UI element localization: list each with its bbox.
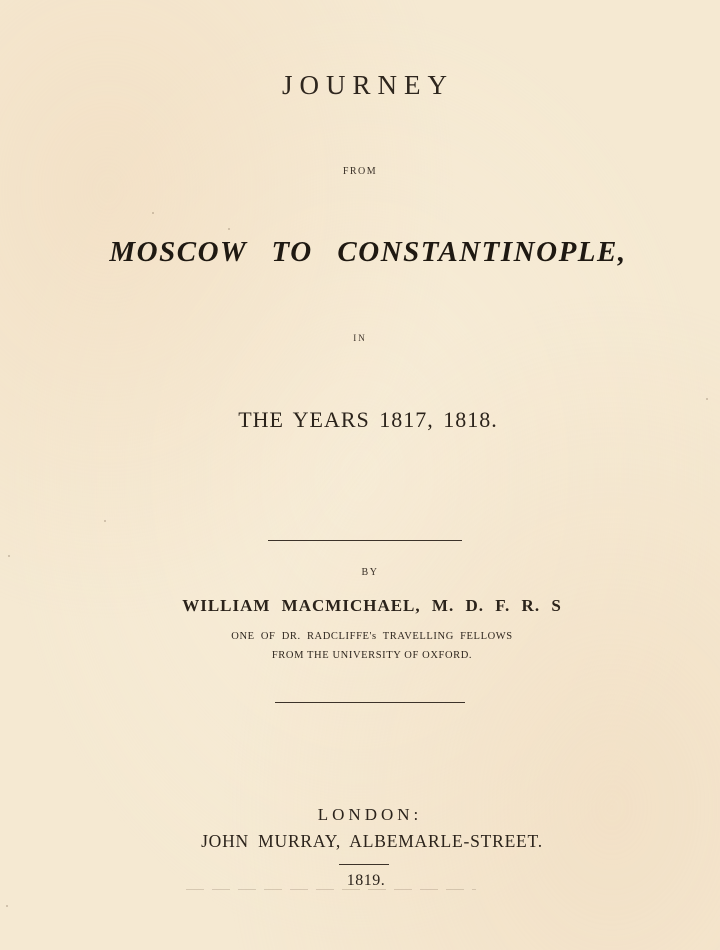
divider-rule-year <box>339 864 389 865</box>
title-journey: JOURNEY <box>281 70 454 100</box>
paper-speck <box>706 398 708 400</box>
paper-speck <box>6 905 8 907</box>
paper-speck <box>104 520 106 522</box>
paper-speck <box>228 228 230 230</box>
title-route: MOSCOW TO CONSTANTINOPLE, <box>109 236 627 268</box>
paper-showthrough-line <box>186 889 476 890</box>
byline-by: BY <box>361 567 379 578</box>
author-description-line2: FROM THE UNIVERSITY OF OXFORD. <box>271 650 473 661</box>
imprint-city: LONDON: <box>317 805 423 824</box>
paper-speck <box>152 212 154 214</box>
title-in: IN <box>353 333 367 343</box>
imprint-publisher: JOHN MURRAY, ALBEMARLE-STREET. <box>201 831 543 851</box>
author-name: WILLIAM MACMICHAEL, M. D. F. R. S <box>182 596 562 615</box>
divider-rule-bottom <box>275 702 465 703</box>
title-years: THE YEARS 1817, 1818. <box>238 407 498 432</box>
paper-speck <box>8 555 10 557</box>
divider-rule-top <box>268 540 462 541</box>
author-description-line1: ONE OF DR. RADCLIFFE's TRAVELLING FELLOWS <box>231 631 513 642</box>
title-from: FROM <box>342 166 378 177</box>
imprint-year: 1819. <box>346 872 386 889</box>
